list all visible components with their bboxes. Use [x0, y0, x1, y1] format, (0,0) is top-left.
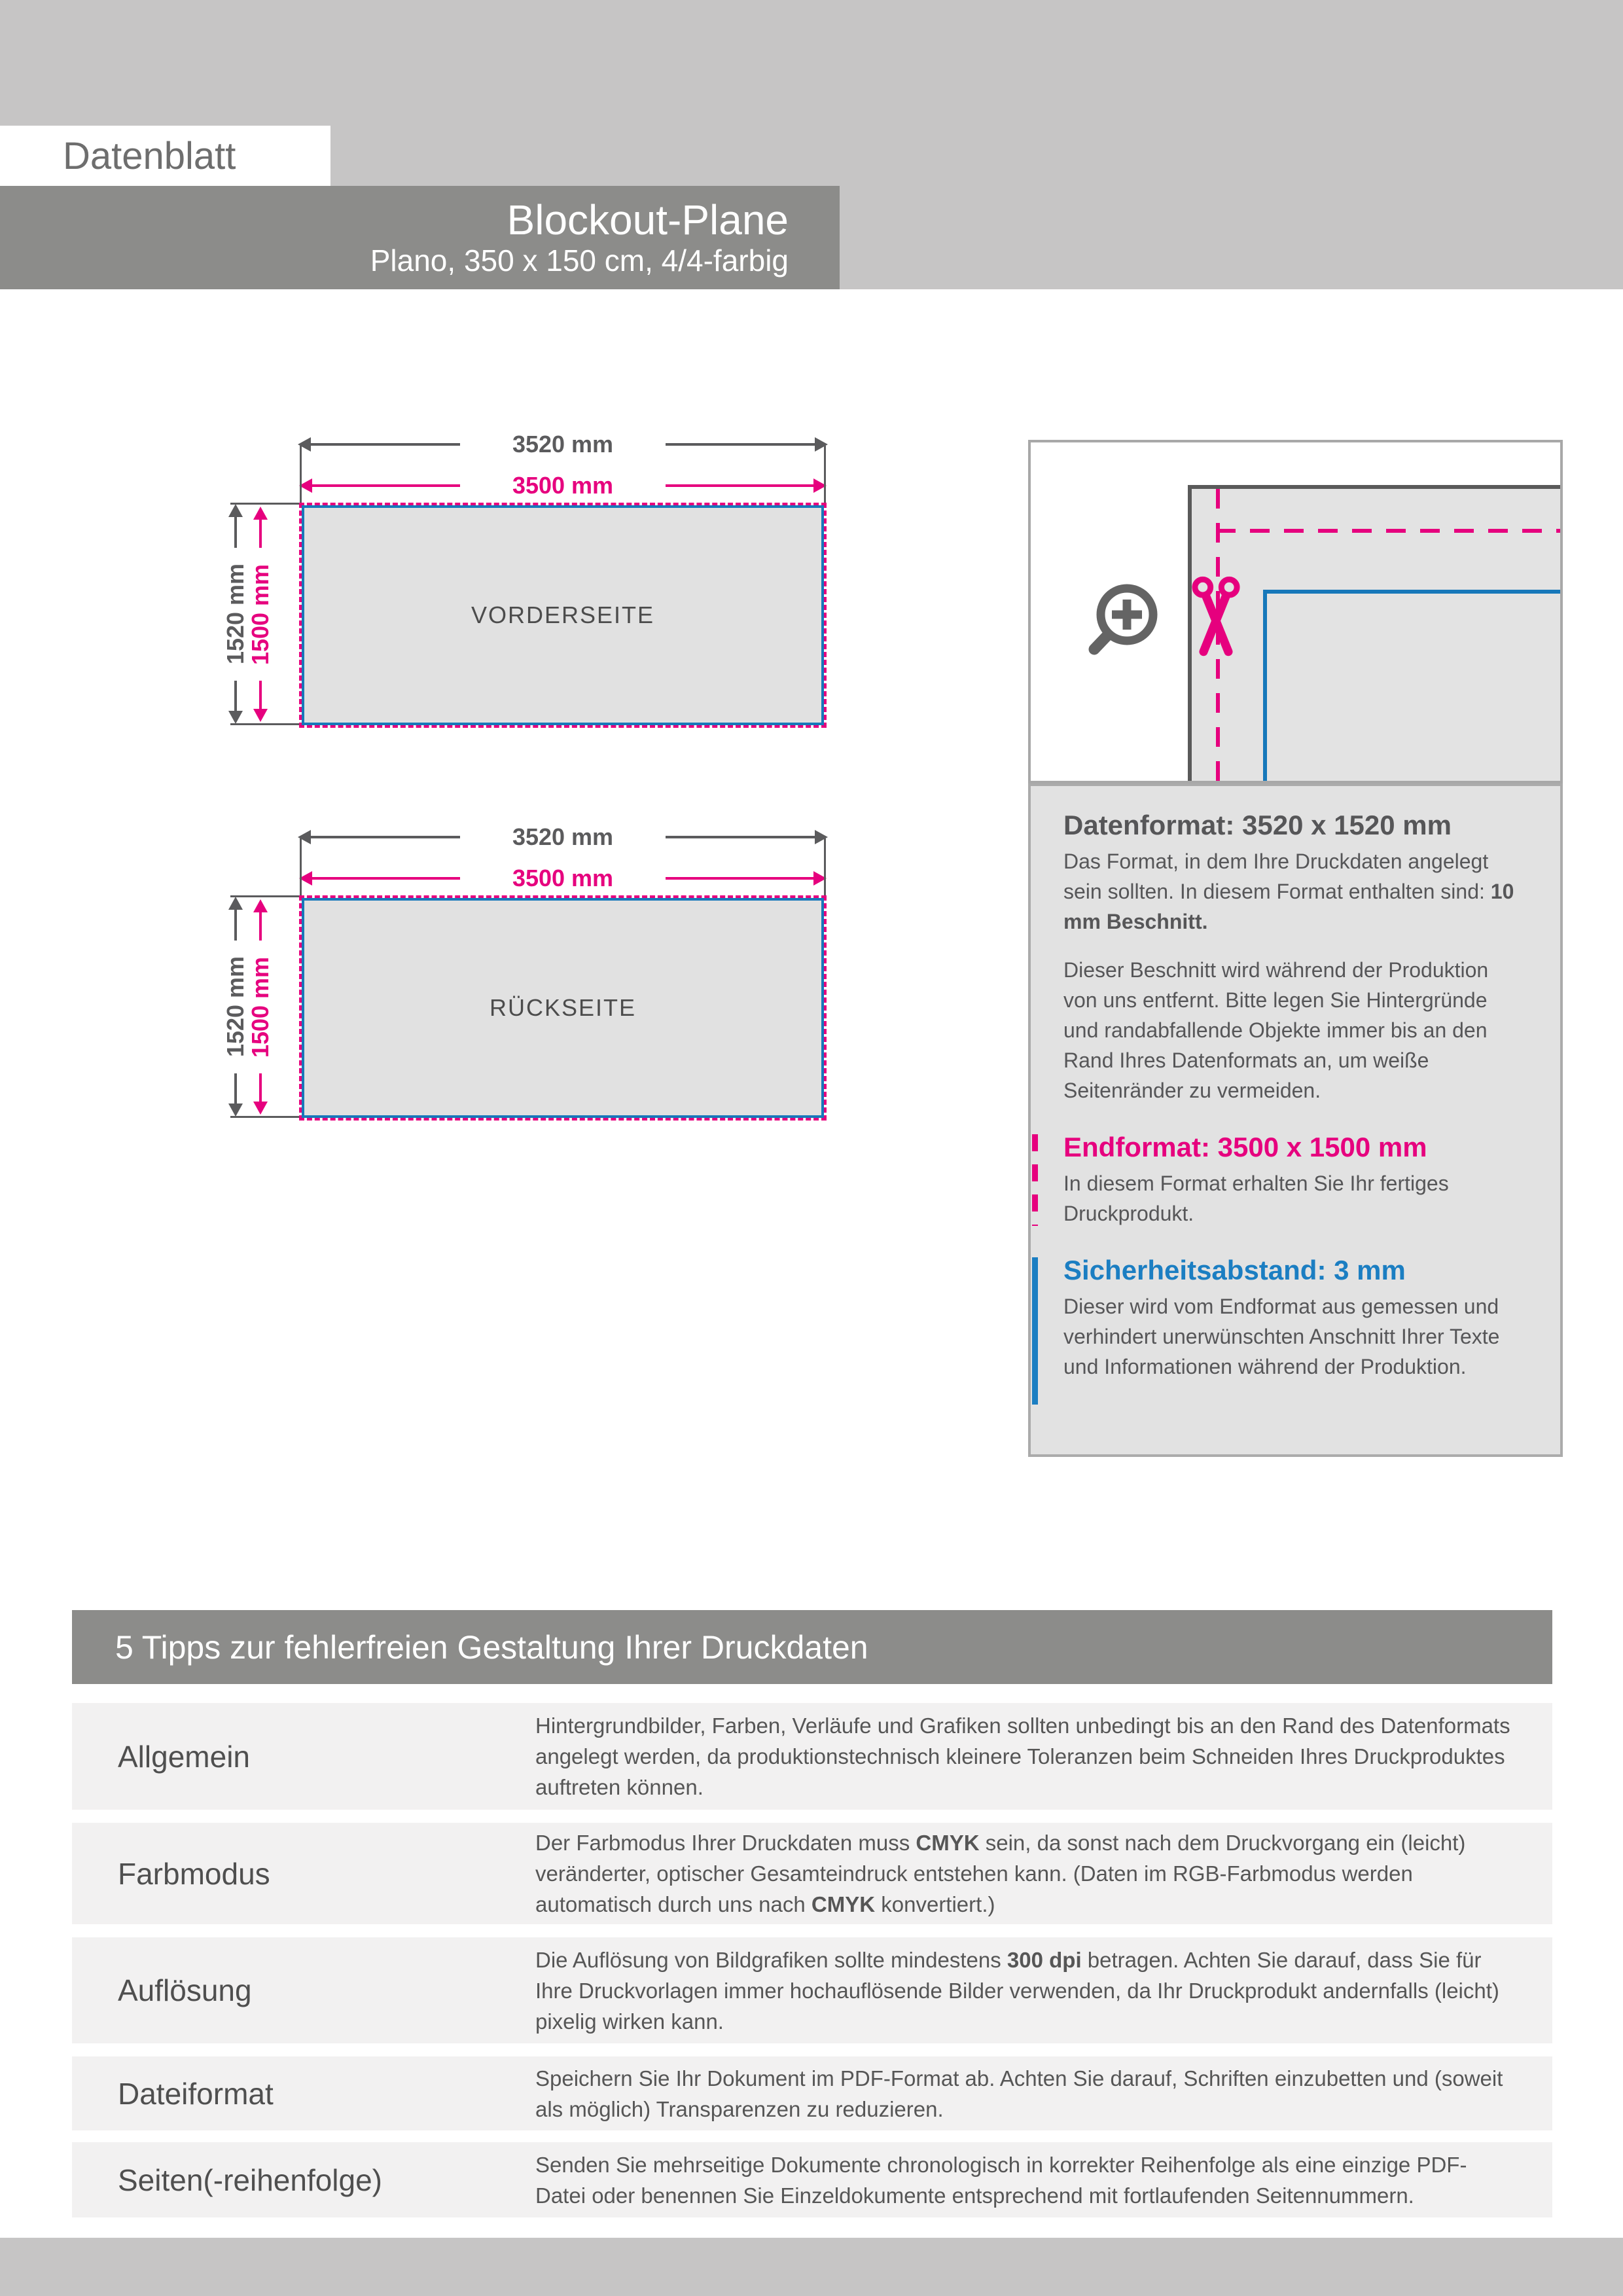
- front-page-safe-area: [302, 505, 824, 725]
- extension-line: [824, 838, 826, 897]
- tip-text: Hintergrundbilder, Farben, Verläufe und Grafiken sollten unbedingt bis an den Rand des Datenformats angelegt werden, da produktionstechnisch kleinere Toleranzen beim Schneiden Ihres Druckproduktes auftreten können.: [535, 1713, 1510, 1799]
- front-height-outer-label: 1520 mm: [222, 563, 249, 665]
- tip-text: Der Farbmodus Ihrer Druckdaten muss CMYK sein, da sonst nach dem Druckvorgang ein (leicht) veränderter, optischer Gesamteindruck entstehen kann. (Daten im RGB-Farbmodus werden automatisch durch uns nach CMYK konvertiert.): [535, 1831, 1466, 1916]
- sicherheitsabstand-title: Sicherheitsabstand: 3 mm: [1063, 1255, 1406, 1285]
- arrowhead-up-icon: [228, 504, 243, 517]
- datenformat-title: Datenformat: 3520 x 1520 mm: [1063, 810, 1452, 840]
- tip-text: Die Auflösung von Bildgrafiken sollte mindestens 300 dpi betragen. Achten Sie darauf, dass Sie für Ihre Druckvorlagen immer hochauflösende Bilder verwenden, da Ihr Druckprodukt andernfalls (leicht) pixelig wirken kann.: [535, 1947, 1499, 2034]
- front-width-outer-label: 3520 mm: [512, 431, 614, 457]
- safety-margin-line: [1263, 590, 1267, 781]
- extension-line: [300, 446, 302, 504]
- datenformat-text-1: Das Format, in dem Ihre Druckdaten angelegt sein sollten. In diesem Format enthalten sind: 10 mm Beschnitt.: [1063, 850, 1514, 933]
- endformat-text: In diesem Format erhalten Sie Ihr fertiges Druckprodukt.: [1063, 1172, 1449, 1225]
- front-page-preview: [299, 503, 827, 728]
- tip-label: Seiten(-reihenfolge): [118, 2162, 383, 2197]
- datenformat-edge-line: [1188, 485, 1560, 489]
- paper-corner-detail: [1188, 485, 1560, 781]
- tip-text: Speichern Sie Ihr Dokument im PDF-Format ab. Achten Sie darauf, Schriften einzubetten und (soweit als möglich) Transparenzen zu reduzieren.: [535, 2066, 1503, 2121]
- tip-row-aufloesung: [72, 1937, 1552, 2043]
- tip-text: Senden Sie mehrseitige Dokumente chronologisch in korrekter Reihenfolge als eine einzige PDF-Datei oder benennen Sie Einzeldokumente entsprechend mit fortlaufenden Seitennummern.: [535, 2152, 1467, 2208]
- back-dim-height-outer: [223, 897, 248, 1117]
- back-width-outer-label: 3520 mm: [512, 823, 614, 850]
- scissors-icon: [1191, 574, 1241, 661]
- endformat-cut-line: [1216, 529, 1560, 533]
- tip-row-allgemein: [72, 1703, 1552, 1810]
- footer-bar: [0, 2238, 1623, 2296]
- front-dim-width-inner: [299, 473, 827, 498]
- back-page-safe-area: [302, 898, 824, 1118]
- front-dim-height-inner: [248, 507, 273, 722]
- tips-banner: [72, 1610, 1552, 1684]
- zoom-plus-icon: [1085, 583, 1164, 662]
- arrowhead-down-icon: [228, 711, 243, 724]
- front-dim-width-outer: [298, 432, 828, 457]
- tip-label: Dateiformat: [118, 2076, 274, 2111]
- section-sicherheitsabstand: [1063, 1255, 1534, 1382]
- back-dim-width-inner: [299, 866, 827, 891]
- sicherheitsabstand-text: Dieser wird vom Endformat aus gemessen und verhindert unerwünschten Anschnitt Ihrer Texte und Informationen während der Produktion.: [1063, 1295, 1500, 1378]
- tip-row-seitenreihenfolge: [72, 2142, 1552, 2217]
- back-page-label: RÜCKSEITE: [489, 994, 637, 1021]
- section-endformat: [1063, 1132, 1534, 1229]
- tips-title: 5 Tipps zur fehlerfreien Gestaltung Ihrer Druckdaten: [115, 1628, 868, 1666]
- back-dim-width-outer: [298, 825, 828, 850]
- sicherheitsabstand-solid-marker: [1032, 1257, 1038, 1405]
- datenformat-text-2: Dieser Beschnitt wird während der Produktion von uns entfernt. Bitte legen Sie Hintergründe und randabfallende Objekte immer bis an den Rand Ihres Datenformats an, um weiße Seitenränder zu vermeiden.: [1063, 958, 1489, 1102]
- back-height-inner-label: 1500 mm: [247, 956, 274, 1058]
- endformat-dashed-marker: [1032, 1134, 1038, 1226]
- back-page-preview: [299, 895, 827, 1121]
- tip-row-farbmodus: [72, 1823, 1552, 1924]
- back-width-inner-label: 3500 mm: [512, 865, 614, 891]
- corner-detail-illustration: [1028, 440, 1563, 783]
- front-page-label: VORDERSEITE: [471, 601, 655, 628]
- extension-line: [300, 838, 302, 897]
- product-subtitle: Plano, 350 x 150 cm, 4/4-farbig: [370, 243, 789, 278]
- product-title: Blockout-Plane: [507, 196, 789, 243]
- arrowhead-right-icon: [815, 830, 828, 844]
- section-datenformat: [1063, 810, 1534, 1105]
- front-dim-height-outer: [223, 504, 248, 724]
- arrowhead-right-icon: [815, 437, 828, 452]
- tip-label: Allgemein: [118, 1739, 250, 1774]
- tip-label: Auflösung: [118, 1973, 252, 2007]
- back-dim-height-inner: [248, 899, 273, 1115]
- back-height-outer-label: 1520 mm: [222, 956, 249, 1058]
- front-height-inner-label: 1500 mm: [247, 564, 274, 665]
- arrowhead-up-icon: [253, 507, 268, 520]
- safety-margin-line: [1263, 590, 1560, 594]
- arrowhead-up-icon: [228, 897, 243, 910]
- product-banner: [0, 186, 840, 289]
- extension-line: [824, 446, 826, 504]
- format-info-panel: [1028, 783, 1563, 1457]
- tip-label: Farbmodus: [118, 1856, 270, 1891]
- arrowhead-up-icon: [253, 899, 268, 912]
- arrowhead-down-icon: [253, 1102, 268, 1115]
- endformat-title: Endformat: 3500 x 1500 mm: [1063, 1132, 1427, 1162]
- front-width-inner-label: 3500 mm: [512, 472, 614, 499]
- sheet-label-box: [0, 126, 330, 186]
- arrowhead-down-icon: [228, 1103, 243, 1117]
- sheet-label: Datenblatt: [63, 134, 236, 177]
- tip-row-dateiformat: [72, 2056, 1552, 2130]
- arrowhead-down-icon: [253, 709, 268, 722]
